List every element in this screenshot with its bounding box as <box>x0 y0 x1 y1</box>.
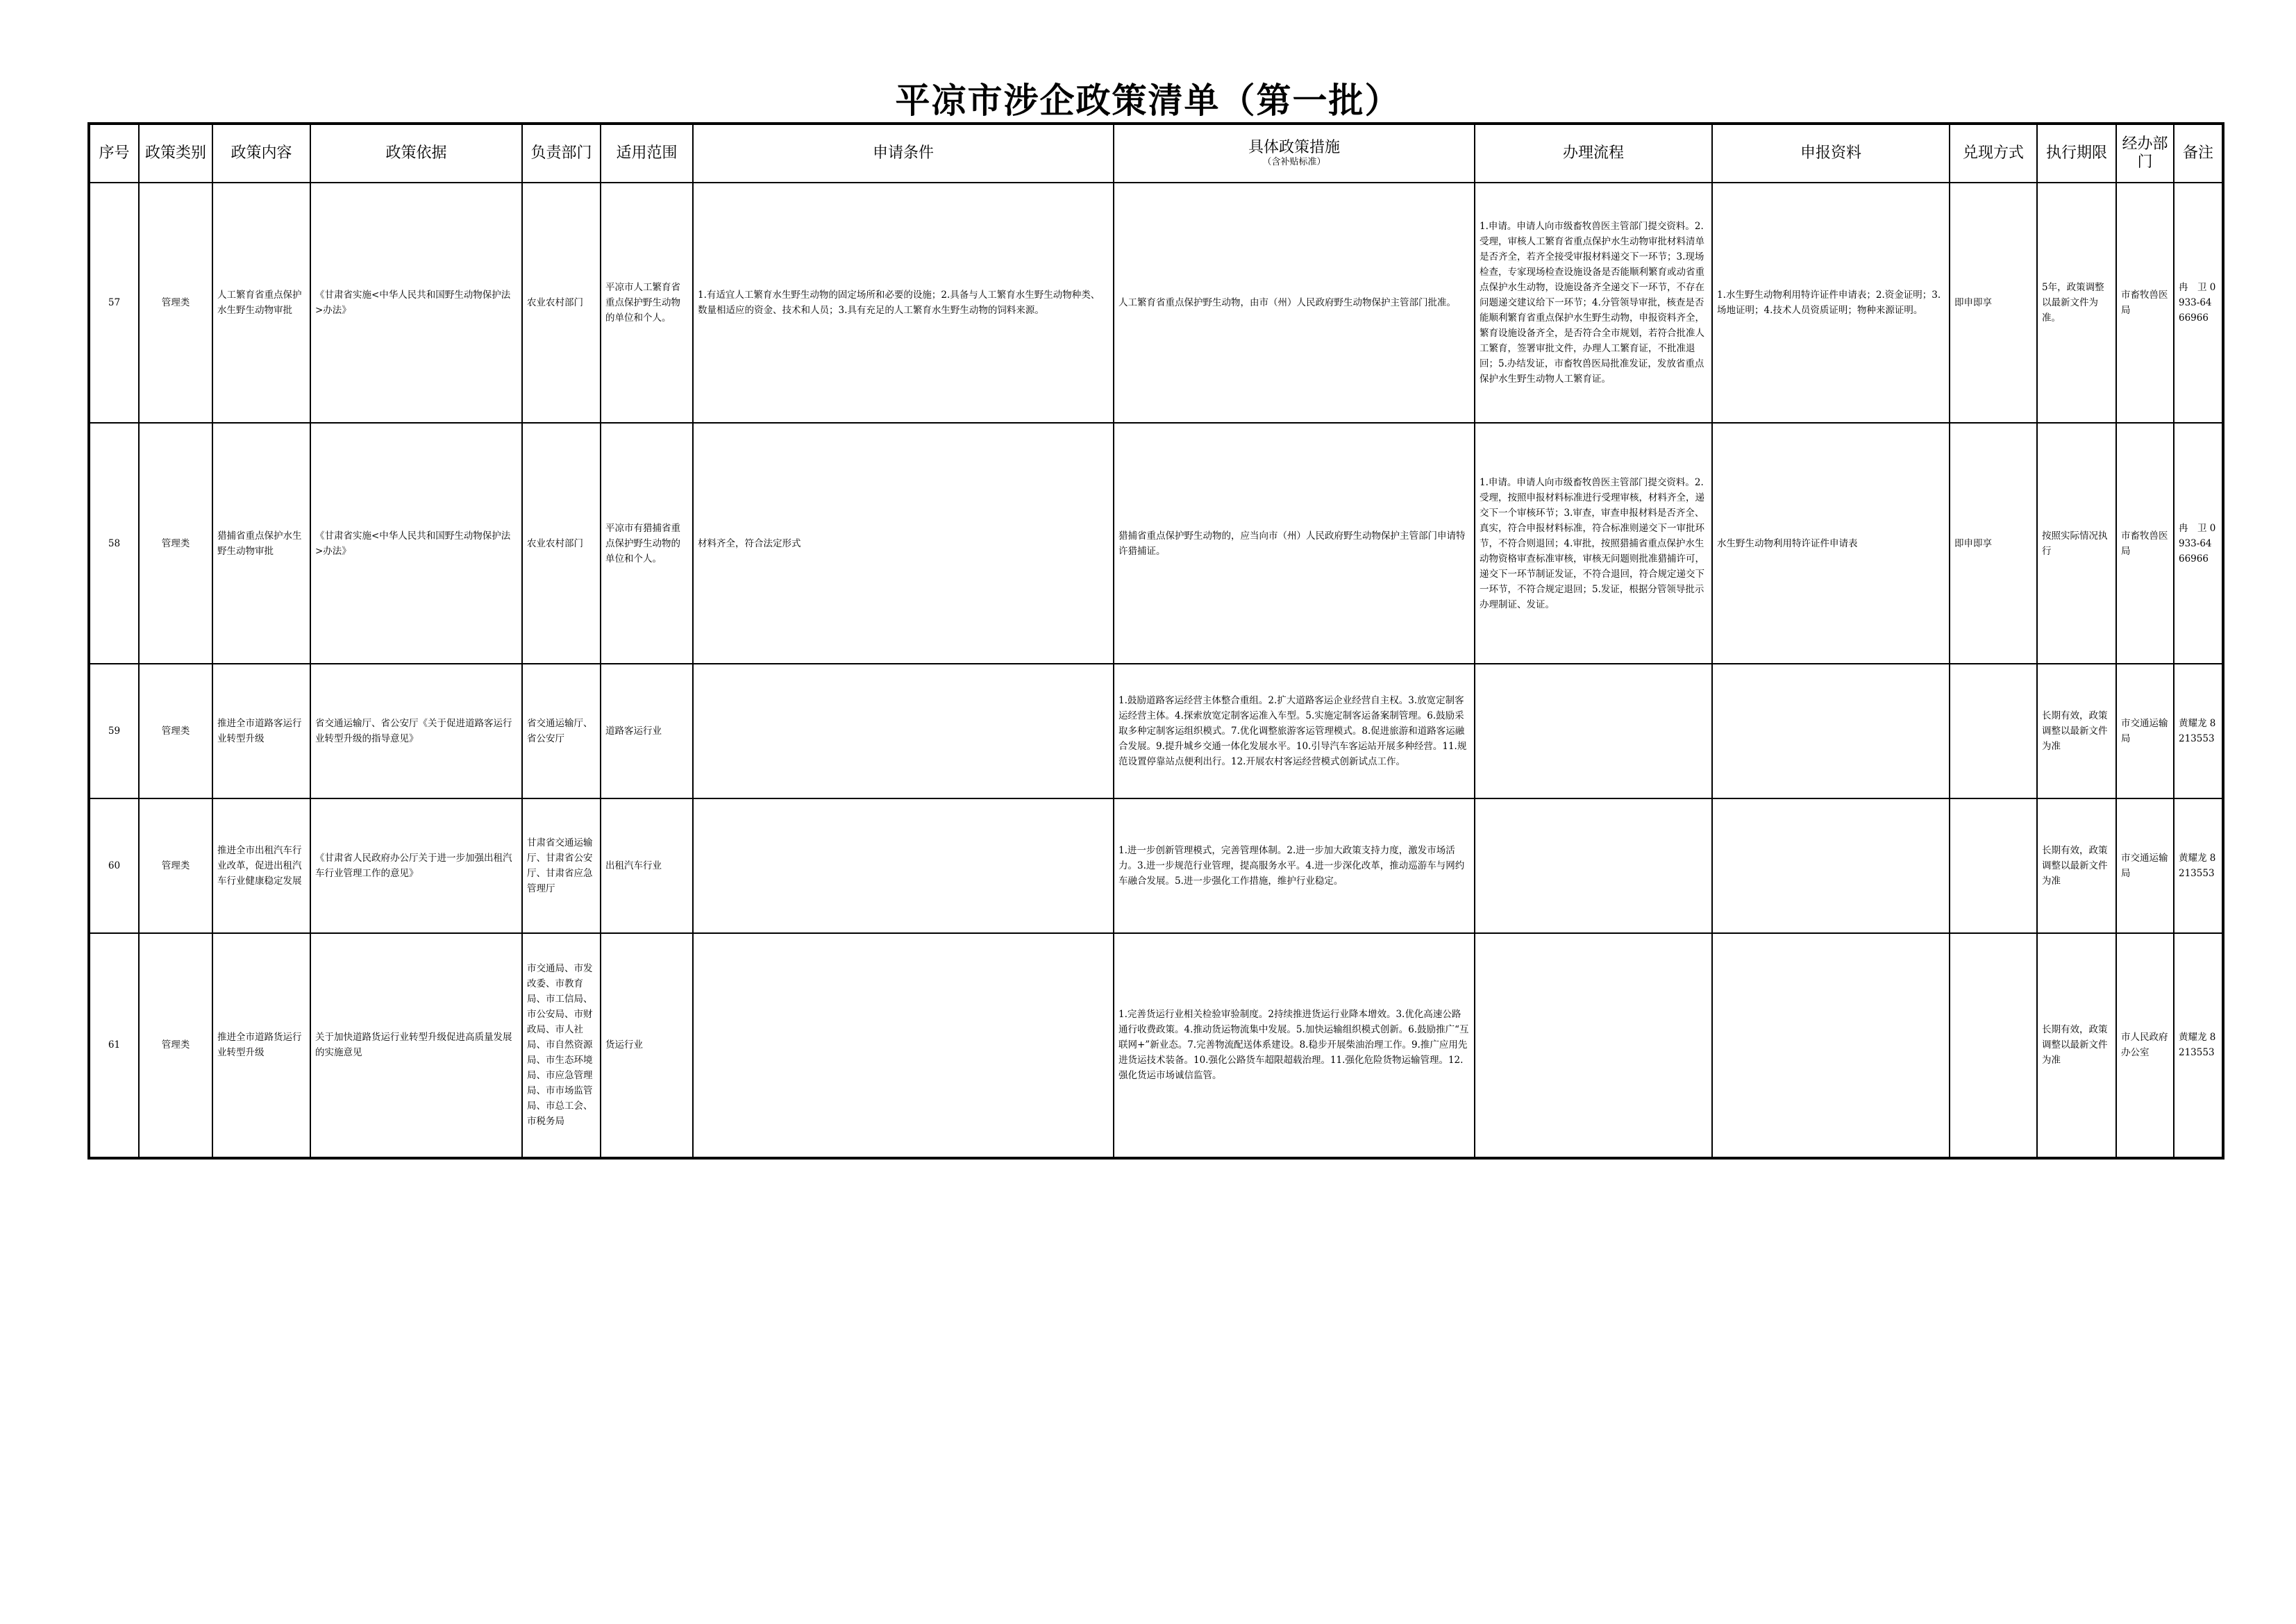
cell-seq: 59 <box>89 664 139 798</box>
page-title: 平凉市涉企政策清单（第一批） <box>895 80 1401 121</box>
cell-method <box>1950 798 2037 933</box>
header-measures <box>1114 124 1475 183</box>
cell-scope: 货运行业 <box>601 933 693 1158</box>
cell-materials <box>1712 664 1950 798</box>
cell-conditions: 1.有适宜人工繁育水生野生动物的固定场所和必要的设施；2.具备与人工繁育水生野生动物种类、数量相适应的资金、技术和人员；3.具有充足的人工繁育水生野生动物的饲料来源。 <box>693 183 1114 423</box>
header-measures-sub: （含补贴标准） <box>1262 157 1326 167</box>
cell-materials: 1.水生野生动物利用特许证件申请表；2.资金证明；3.场地证明；4.技术人员资质证明；物种来源证明。 <box>1712 183 1950 423</box>
table-row <box>89 798 2223 933</box>
cell-process <box>1475 933 1712 1158</box>
cell-method: 即申即享 <box>1950 423 2037 663</box>
header-dept: 负责部门 <box>522 124 601 183</box>
cell-content: 猎捕省重点保护水生野生动物审批 <box>212 423 310 663</box>
table-row <box>89 664 2223 798</box>
cell-process: 1.申请。申请人向市级畜牧兽医主管部门提交资料。2.受理，审核人工繁育省重点保护水生动物审批材料清单是否齐全，若齐全接受审报材料递交下一环节；3.现场检查，专家现场检查设施设备是否能顺利繁育或动省重点保护水生动物，设施设备齐全递交下一环节，不存在问题递交建议给下一环节；4.分管领导审批，核查是否能顺利繁育省重点保护水生野生动物，申报资料齐全，繁育设施设备齐全，是否符合全市规划，若符合批准人工繁育，签署审批文件，办理人工繁育证，不批准退回；5.办结发证，市畜牧兽医局批准发证，发放省重点保护水生野生动物人工繁育证。 <box>1475 183 1712 423</box>
cell-scope: 平凉市有猎捕省重点保护野生动物的单位和个人。 <box>601 423 693 663</box>
cell-process <box>1475 798 1712 933</box>
cell-measures: 1.进一步创新管理模式，完善管理体制。2.进一步加大政策支持力度，激发市场活力。3.进一步规范行业管理，提高服务水平。4.进一步深化改革，推动巡游车与网约车融合发展。5.进一步强化工作措施，维护行业稳定。 <box>1114 798 1475 933</box>
cell-measures: 猎捕省重点保护野生动物的，应当向市（州）人民政府野生动物保护主管部门申请特许猎捕证。 <box>1114 423 1475 663</box>
cell-office: 市交通运输局 <box>2116 798 2174 933</box>
cell-scope: 道路客运行业 <box>601 664 693 798</box>
header-basis: 政策依据 <box>310 124 522 183</box>
header-office: 经办部门 <box>2116 124 2174 183</box>
cell-basis: 《甘肃省实施<中华人民共和国野生动物保护法>办法》 <box>310 423 522 663</box>
cell-measures: 人工繁育省重点保护野生动物，由市（州）人民政府野生动物保护主管部门批准。 <box>1114 183 1475 423</box>
header-category: 政策类别 <box>139 124 212 183</box>
table-row <box>89 933 2223 1158</box>
cell-seq: 57 <box>89 183 139 423</box>
cell-dept: 省交通运输厅、省公安厅 <box>522 664 601 798</box>
cell-content: 推进全市道路客运行业转型升级 <box>212 664 310 798</box>
header-conditions: 申请条件 <box>693 124 1114 183</box>
cell-dept: 甘肃省交通运输厅、甘肃省公安厅、甘肃省应急管理厅 <box>522 798 601 933</box>
cell-method <box>1950 664 2037 798</box>
cell-category: 管理类 <box>139 933 212 1158</box>
cell-note: 冉 卫 0933-6466966 <box>2174 183 2223 423</box>
cell-method: 即申即享 <box>1950 183 2037 423</box>
header-row <box>89 124 2223 183</box>
cell-content: 推进全市出租汽车行业改革，促进出租汽车行业健康稳定发展 <box>212 798 310 933</box>
cell-office: 市畜牧兽医局 <box>2116 183 2174 423</box>
cell-measures: 1.完善货运行业相关检验审验制度。2持续推进货运行业降本增效。3.优化高速公路通行收费政策。4.推动货运物流集中发展。5.加快运输组织模式创新。6.鼓励推广“互联网+”新业态。7.完善物流配送体系建设。8.稳步开展柴油治理工作。9.推广应用先进货运技术装备。10.强化公路货车超限超载治理。11.强化危险货物运输管理。12.强化货运市场诚信监管。 <box>1114 933 1475 1158</box>
header-seq: 序号 <box>89 124 139 183</box>
cell-scope: 出租汽车行业 <box>601 798 693 933</box>
cell-content: 推进全市道路货运行业转型升级 <box>212 933 310 1158</box>
cell-measures: 1.鼓励道路客运经营主体整合重组。2.扩大道路客运企业经营自主权。3.放宽定制客运经营主体。4.探索放宽定制客运准入车型。5.实施定制客运备案制管理。6.鼓励采取多种定制客运组织模式。7.优化调整旅游客运管理模式。8.促进旅游和道路客运融合发展。9.提升城乡交通一体化发展水平。10.引导汽车客运站开展多种经营。11.规范设置停靠站点便利出行。12.开展农村客运经营模式创新试点工作。 <box>1114 664 1475 798</box>
header-process: 办理流程 <box>1475 124 1712 183</box>
cell-process <box>1475 664 1712 798</box>
cell-seq: 58 <box>89 423 139 663</box>
cell-note: 黄耀龙 8213553 <box>2174 664 2223 798</box>
cell-materials <box>1712 933 1950 1158</box>
cell-note: 冉 卫 0933-6466966 <box>2174 423 2223 663</box>
cell-basis: 《甘肃省实施<中华人民共和国野生动物保护法>办法》 <box>310 183 522 423</box>
cell-period: 5年，政策调整以最新文件为准。 <box>2037 183 2116 423</box>
cell-period: 长期有效，政策调整以最新文件为准 <box>2037 798 2116 933</box>
cell-materials: 水生野生动物利用特许证件申请表 <box>1712 423 1950 663</box>
cell-seq: 61 <box>89 933 139 1158</box>
header-measures-label: 具体政策措施 <box>1248 139 1340 156</box>
cell-materials <box>1712 798 1950 933</box>
table-row <box>89 183 2223 423</box>
cell-conditions: 材料齐全，符合法定形式 <box>693 423 1114 663</box>
cell-note: 黄耀龙 8213553 <box>2174 933 2223 1158</box>
cell-seq: 60 <box>89 798 139 933</box>
cell-content: 人工繁育省重点保护水生野生动物审批 <box>212 183 310 423</box>
cell-conditions <box>693 798 1114 933</box>
cell-office: 市交通运输局 <box>2116 664 2174 798</box>
header-period: 执行期限 <box>2037 124 2116 183</box>
cell-process: 1.申请。申请人向市级畜牧兽医主管部门提交资料。2.受理，按照申报材料标准进行受理审核，材料齐全，递交下一个审核环节；3.审查，审查申报材料是否齐全、真实，符合申报材料标准，符合标准则递交下一审批环节，不符合则退回；4.审批，按照猎捕省重点保护水生动物资格审查标准审核，审核无问题则批准猎捕许可，递交下一环节制证发证，不符合退回，符合规定递交下一环节，不符合规定退回；5.发证，根据分管领导批示办理制证、发证。 <box>1475 423 1712 663</box>
cell-basis: 《甘肃省人民政府办公厅关于进一步加强出租汽车行业管理工作的意见》 <box>310 798 522 933</box>
cell-office: 市畜牧兽医局 <box>2116 423 2174 663</box>
header-materials: 申报资料 <box>1712 124 1950 183</box>
policy-table <box>87 122 2224 1160</box>
cell-dept: 农业农村部门 <box>522 423 601 663</box>
header-note: 备注 <box>2174 124 2223 183</box>
header-method: 兑现方式 <box>1950 124 2037 183</box>
cell-office: 市人民政府办公室 <box>2116 933 2174 1158</box>
header-content: 政策内容 <box>212 124 310 183</box>
table-row <box>89 423 2223 663</box>
cell-period: 长期有效，政策调整以最新文件为准 <box>2037 933 2116 1158</box>
cell-period: 长期有效，政策调整以最新文件为准 <box>2037 664 2116 798</box>
cell-basis: 省交通运输厅、省公安厅《关于促进道路客运行业转型升级的指导意见》 <box>310 664 522 798</box>
cell-method <box>1950 933 2037 1158</box>
cell-basis: 关于加快道路货运行业转型升级促进高质量发展的实施意见 <box>310 933 522 1158</box>
cell-category: 管理类 <box>139 664 212 798</box>
cell-period: 按照实际情况执行 <box>2037 423 2116 663</box>
cell-scope: 平凉市人工繁育省重点保护野生动物的单位和个人。 <box>601 183 693 423</box>
cell-dept: 市交通局、市发改委、市教育局、市工信局、市公安局、市财政局、市人社局、市自然资源局、市生态环境局、市应急管理局、市市场监管局、市总工会、市税务局 <box>522 933 601 1158</box>
cell-conditions <box>693 933 1114 1158</box>
cell-category: 管理类 <box>139 183 212 423</box>
cell-category: 管理类 <box>139 423 212 663</box>
cell-category: 管理类 <box>139 798 212 933</box>
cell-dept: 农业农村部门 <box>522 183 601 423</box>
header-scope: 适用范围 <box>601 124 693 183</box>
cell-note: 黄耀龙 8213553 <box>2174 798 2223 933</box>
cell-conditions <box>693 664 1114 798</box>
